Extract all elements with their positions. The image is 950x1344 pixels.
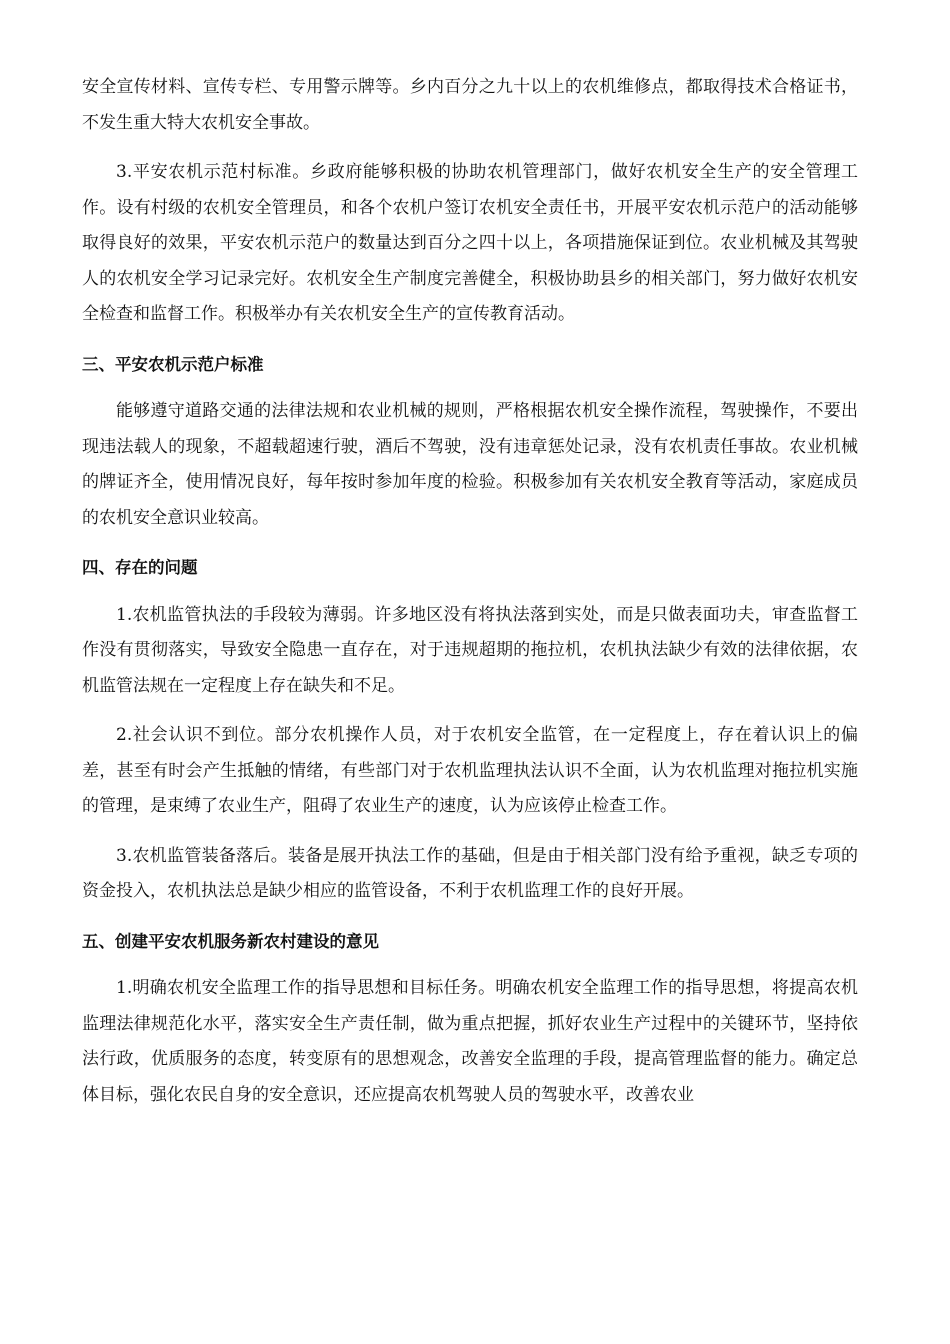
- paragraph-continued: 安全宣传材料、宣传专栏、专用警示牌等。乡内百分之九十以上的农机维修点，都取得技术合格证书，不发生重大特大农机安全事故。: [82, 77, 858, 133]
- paragraph-household-standard: 能够遵守道路交通的法律法规和农业机械的规则，严格根据农机安全操作流程，驾驶操作，不要出现违法载人的现象，不超载超速行驶，酒后不驾驶，没有违章惩处记录，没有农机责任事故。农业机械的牌证齐全，使用情况良好，每年按时参加年度的检验。积极参加有关农机安全教育等活动，家庭成员的农机安全意识业较高。: [82, 401, 858, 528]
- paragraph-problem-1: 1.农机监管执法的手段较为薄弱。许多地区没有将执法落到实处，而是只做表面功夫，审查监督工作没有贯彻落实，导致安全隐患一直存在，对于违规超期的拖拉机，农机执法缺少有效的法律依据，农机监管法规在一定程度上存在缺失和不足。: [82, 604, 858, 696]
- paragraph-village-standard: 3.平安农机示范村标准。乡政府能够积极的协助农机管理部门，做好农机安全生产的安全管理工作。设有村级的农机安全管理员，和各个农机户签订农机安全责任书，开展平安农机示范户的活动能够取得良好的效果，平安农机示范户的数量达到百分之四十以上，各项措施保证到位。农业机械及其驾驶人的农机安全学习记录完好。农机安全生产制度完善健全，积极协助县乡的相关部门，努力做好农机安全检查和监督工作。积极举办有关农机安全生产的宣传教育活动。: [82, 162, 858, 324]
- section-heading-3: 三、平安农机示范户标准: [82, 354, 264, 374]
- paragraph-opinion-1: 1.明确农机安全监理工作的指导思想和目标任务。明确农机安全监理工作的指导思想，将提高农机监理法律规范化水平，落实安全生产责任制，做为重点把握，抓好农业生产过程中的关键环节，坚持依法行政，优质服务的态度，转变原有的思想观念，改善安全监理的手段，提高管理监督的能力。确定总体目标，强化农民自身的安全意识，还应提高农机驾驶人员的驾驶水平，改善农业: [82, 978, 858, 1105]
- paragraph-problem-3: 3.农机监管装备落后。装备是展开执法工作的基础，但是由于相关部门没有给予重视，缺乏专项的资金投入，农机执法总是缺少相应的监管设备，不利于农机监理工作的良好开展。: [82, 845, 858, 901]
- paragraph-problem-2: 2.社会认识不到位。部分农机操作人员，对于农机安全监管，在一定程度上，存在着认识上的偏差，甚至有时会产生抵触的情绪，有些部门对于农机监理执法认识不全面，认为农机监理对拖拉机实施的管理，是束缚了农业生产，阻碍了农业生产的速度，认为应该停止检查工作。: [82, 725, 858, 816]
- section-heading-4: 四、存在的问题: [82, 558, 198, 577]
- section-heading-5: 五、创建平安农机服务新农村建设的意见: [82, 931, 379, 951]
- document-page: [82, 70, 858, 1113]
